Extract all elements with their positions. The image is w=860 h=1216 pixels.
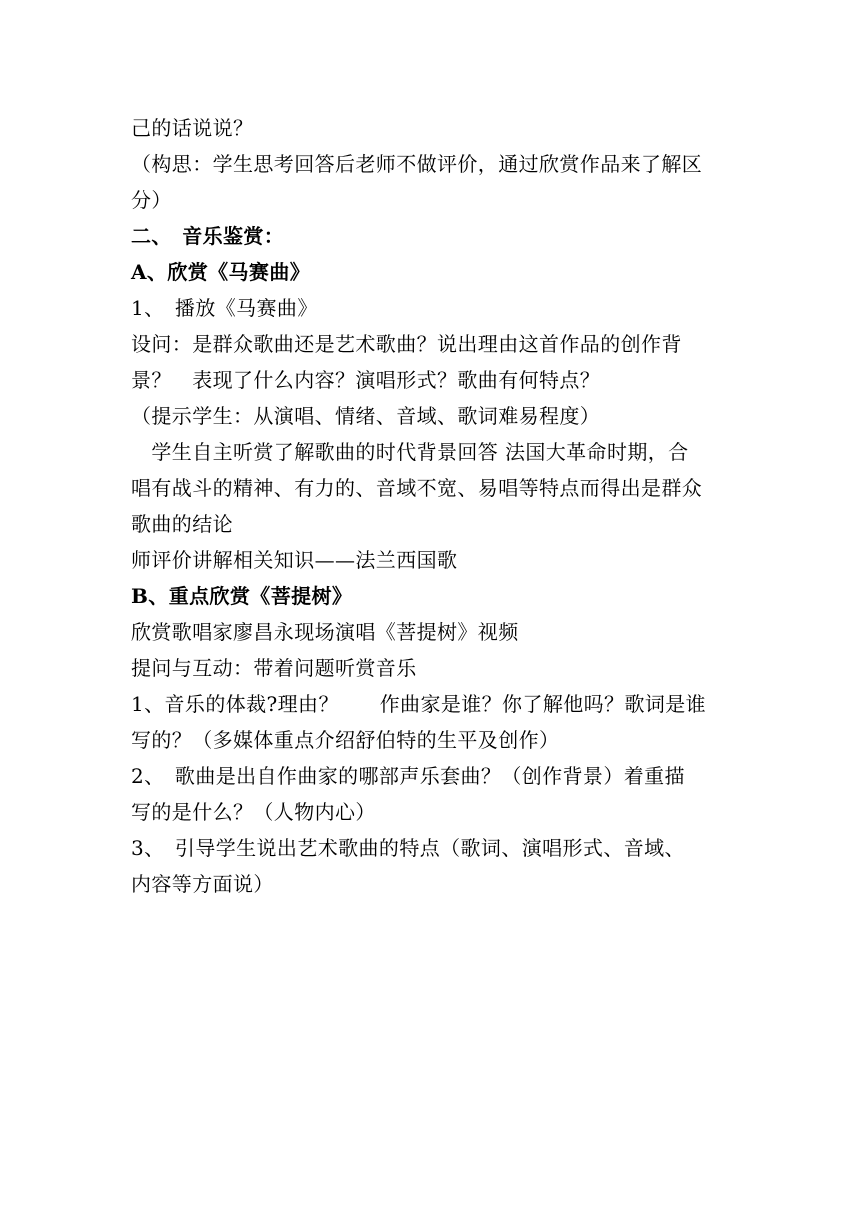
text-line: 2、 歌曲是出自作曲家的哪部声乐套曲？（创作背景）着重描 bbox=[131, 764, 685, 788]
text-line: 己的话说说？ bbox=[131, 116, 254, 140]
text-line: 分） bbox=[131, 188, 172, 212]
text-line: （提示学生：从演唱、情绪、音域、歌词难易程度） bbox=[131, 404, 601, 428]
text-line: 提问与互动：带着问题听赏音乐 bbox=[131, 656, 417, 680]
subsection-heading: A、欣赏《马赛曲》 bbox=[131, 260, 311, 284]
text-line: 唱有战斗的精神、有力的、音域不宽、易唱等特点而得出是群众 bbox=[131, 476, 703, 500]
text-line: 学生自主听赏了解歌曲的时代背景回答 法国大革命时期，合 bbox=[131, 440, 689, 464]
text-line: 景？ 表现了什么内容？演唱形式？歌曲有何特点？ bbox=[131, 368, 601, 392]
document-page bbox=[131, 110, 731, 902]
text-line: 设问：是群众歌曲还是艺术歌曲？说出理由这首作品的创作背 bbox=[131, 332, 682, 356]
text-line: 3、 引导学生说出艺术歌曲的特点（歌词、演唱形式、音域、 bbox=[131, 836, 685, 860]
text-line: （构思：学生思考回答后老师不做评价，通过欣赏作品来了解区 bbox=[131, 152, 703, 176]
text-line: 1、音乐的体裁?理由？ 作曲家是谁？你了解他吗？歌词是谁 bbox=[131, 692, 707, 716]
text-line: 写的？（多媒体重点介绍舒伯特的生平及创作） bbox=[131, 728, 560, 752]
text-line: 师评价讲解相关知识——法兰西国歌 bbox=[131, 548, 458, 572]
subsection-heading: B、重点欣赏《菩提树》 bbox=[131, 584, 353, 608]
text-line: 内容等方面说） bbox=[131, 872, 274, 896]
text-line: 写的是什么？（人物内心） bbox=[131, 800, 376, 824]
text-line: 欣赏歌唱家廖昌永现场演唱《菩提树》视频 bbox=[131, 620, 519, 644]
section-heading: 二、 音乐鉴赏： bbox=[131, 224, 285, 248]
text-line: 歌曲的结论 bbox=[131, 512, 233, 536]
text-line: 1、 播放《马赛曲》 bbox=[131, 296, 318, 320]
